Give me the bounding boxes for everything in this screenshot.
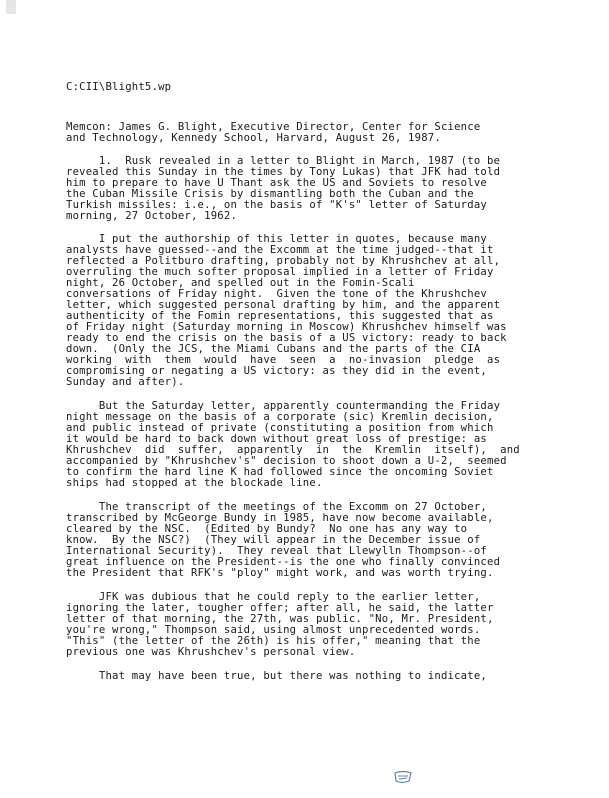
paragraph-line: night message on the basis of a corporate (sic) Kremlin decision, <box>66 411 494 423</box>
paragraph-line: authenticity of the Fomin representations, this suggested that as <box>66 310 494 322</box>
paragraph-line: overruling the much softer proposal implied in a letter of Friday <box>66 266 494 278</box>
paragraph-line: transcribed by McGeorge Bundy in 1985, have now become available, <box>66 512 494 524</box>
paragraph-line: Turkish missiles: i.e., on the basis of "K's" letter of Saturday <box>66 199 487 211</box>
paragraph-line: it would be hard to back down without great loss of prestige: as <box>66 433 487 445</box>
paragraph-line: the President that RFK's "ploy" might work, and was worth trying. <box>66 567 494 579</box>
paragraph-line: That may have been true, but there was nothing to indicate, <box>66 670 487 682</box>
paragraph-line: to confirm the hard line K had followed since the oncoming Soviet <box>66 466 494 478</box>
file-label: C:CII\Blight5.wp <box>66 81 172 93</box>
paragraph-line: know. By the NSC?) (They will appear in the December issue of <box>66 534 481 546</box>
paragraph-line: and public instead of private (constituting a position from which <box>66 422 494 434</box>
paragraph-line: reflected a Politburo drafting, probably not by Khrushchev at all, <box>66 255 501 267</box>
paragraph-line: Sunday and after). <box>66 376 185 388</box>
paragraph-line: Khrushchev did suffer, apparently in the Kremlin itself), and <box>66 444 520 456</box>
paragraph-line: I put the authorship of this letter in quotes, because many <box>66 233 487 245</box>
paragraph-line: letter, which suggested personal drafting by him, and the apparent <box>66 299 501 311</box>
paragraph-line: conversations of Friday night. Given the tone of the Khrushchev <box>66 288 487 300</box>
paragraph-line: great influence on the President--is the one who finally convinced <box>66 556 501 568</box>
paragraph-line: down. (Only the JCS, the Miami Cubans and the parts of the CIA <box>66 343 481 355</box>
paragraph-line: analysts have guessed--and the Excomm at the time judged--that it <box>66 244 494 256</box>
paragraph-line: previous one was Khrushchev's personal view. <box>66 646 356 658</box>
paragraph-line: ignoring the later, tougher offer; after all, he said, the latter <box>66 602 494 614</box>
paragraph-line: of Friday night (Saturday morning in Moscow) Khrushchev himself was <box>66 321 507 333</box>
paragraph-line: working with them would have seen a no-invasion pledge as <box>66 354 501 366</box>
paragraph-line: But the Saturday letter, apparently countermanding the Friday <box>66 400 501 412</box>
paragraph-line: "This" (the letter of the 26th) is his offer," meaning that the <box>66 635 481 647</box>
archive-stamp-mark <box>392 769 414 785</box>
paragraph-line: cleared by the NSC. (Edited by Bundy? No one has any way to <box>66 523 468 535</box>
paragraph-line: compromising or negating a US victory: as they did in the event, <box>66 365 487 377</box>
paragraph-line: ships had stopped at the blockade line. <box>66 477 323 489</box>
paragraph-line: morning, 27 October, 1962. <box>66 210 238 222</box>
paragraph-line: night, 26 October, and spelled out in the Fomin-Scali <box>66 277 415 289</box>
paragraph-line: letter of that morning, the 27th, was public. "No, Mr. President, <box>66 613 494 625</box>
paragraph-line: you're wrong," Thompson said, using almost unprecedented words. <box>66 624 481 636</box>
paragraph-line: him to prepare to have U Thant ask the US and Soviets to resolve <box>66 177 487 189</box>
paragraph-line: International Security). They reveal that Llewylln Thompson--of <box>66 545 487 557</box>
paragraph-line: the Cuban Missile Crisis by dismantling both the Cuban and the <box>66 188 474 200</box>
memcon-line: and Technology, Kennedy School, Harvard, August 26, 1987. <box>66 132 441 144</box>
paragraph-line: ready to end the crisis on the basis of a US victory: ready to back <box>66 332 507 344</box>
paragraph-line: revealed this Sunday in the times by Tony Lukas) that JFK had told <box>66 166 501 178</box>
scan-margin-mark <box>6 0 16 14</box>
paragraph-line: JFK was dubious that he could reply to the earlier letter, <box>66 591 481 603</box>
memcon-line: Memcon: James G. Blight, Executive Director, Center for Science <box>66 121 481 133</box>
paragraph-line: The transcript of the meetings of the Excomm on 27 October, <box>66 501 487 513</box>
paragraph-line: 1. Rusk revealed in a letter to Blight in March, 1987 (to be <box>66 155 501 167</box>
paragraph-line: accompanied by "Khrushchev's" decision to shoot down a U-2, seemed <box>66 455 507 467</box>
